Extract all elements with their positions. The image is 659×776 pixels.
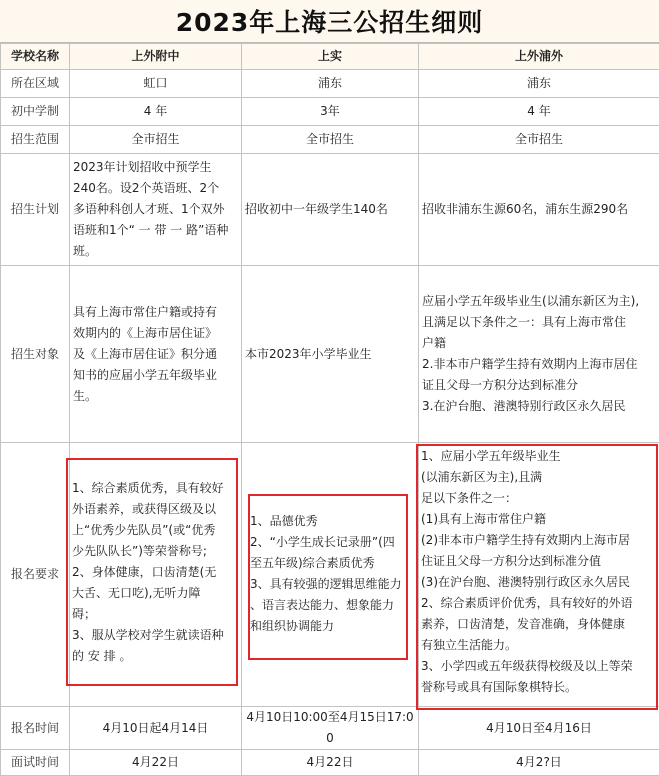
text-line: (以浦东新区为主),且满 — [421, 467, 655, 488]
text-line: (2)非本市户籍学生持有效期内上海市居 — [421, 530, 655, 551]
table-cell: 全市招生 — [70, 126, 242, 154]
text-line: 应届小学五年级毕业生(以浦东新区为主), — [422, 291, 656, 312]
row-plan — [1, 154, 659, 266]
text-line: 上“优秀少先队员”(或“优秀 — [72, 520, 236, 541]
text-line: 大舌、无口吃),无听力障 — [72, 583, 236, 604]
row-label: 报名要求 — [1, 443, 70, 707]
text-line: 住证且父母一方积分达到标准分值 — [421, 551, 655, 572]
text-line: 2、身体健康，口齿清楚(无 — [72, 562, 236, 583]
text-line: 具有上海市常住户籍或持有 — [73, 302, 238, 323]
text-line: 语班和1个“ 一 带 一 路”语种 — [73, 220, 238, 241]
text-line: 且满足以下条件之一：具有上海市常住 — [422, 312, 656, 333]
table-cell: 4 年 — [419, 98, 659, 126]
text-line: 2、“小学生成长记录册”(四 — [250, 532, 406, 553]
text-line: 生。 — [73, 386, 238, 407]
text-line: 的 安 排 。 — [72, 646, 236, 667]
text-line: 和组织协调能力 — [250, 616, 406, 637]
text-line: 素养，口齿清楚，发音准确，身体健康 — [421, 614, 655, 635]
row-label: 招生计划 — [1, 154, 70, 266]
table-cell — [242, 154, 419, 266]
text-line: 3、具有较强的逻辑思维能力 — [250, 574, 406, 595]
table-cell: 4月22日 — [70, 750, 242, 776]
text-line: 240名。设2个英语班、2个 — [73, 178, 238, 199]
table-cell: 4月10日至4月16日 — [419, 707, 659, 750]
text-line: 、语言表达能力、想象能力 — [250, 595, 406, 616]
text-line: (1)具有上海市常住户籍 — [421, 509, 655, 530]
table-cell: 虹口 — [70, 70, 242, 98]
page-title: 2023年上海三公招生细则 — [0, 0, 659, 43]
row-label: 招生范围 — [1, 126, 70, 154]
text-line: 3、服从学校对学生就读语种 — [72, 625, 236, 646]
table-cell — [419, 154, 659, 266]
requirements-text-school-1 — [72, 478, 236, 667]
text-line: 班。 — [73, 241, 238, 262]
text-line: 本市2023年小学毕业生 — [245, 344, 415, 365]
text-line: (3)在沪台胞、港澳特别行政区永久居民 — [421, 572, 655, 593]
table-cell — [70, 154, 242, 266]
text-line: 誉称号或具有国际象棋特长。 — [421, 677, 655, 698]
text-line: 1、综合素质优秀，具有较好 — [72, 478, 236, 499]
header-corner: 学校名称 — [1, 44, 70, 70]
table-cell: 4月10日10:00至4月15日17:00 — [242, 707, 419, 750]
text-line: 有独立生活能力。 — [421, 635, 655, 656]
row-label: 初中学制 — [1, 98, 70, 126]
row-label: 招生对象 — [1, 266, 70, 443]
table-cell: 浦东 — [419, 70, 659, 98]
text-line: 3、小学四或五年级获得校级及以上等荣 — [421, 656, 655, 677]
header-school-3: 上外浦外 — [419, 44, 659, 70]
table-cell: 4月10日起4月14日 — [70, 707, 242, 750]
text-line: 碍； — [72, 604, 236, 625]
table-cell: 4 年 — [70, 98, 242, 126]
header-school-2: 上实 — [242, 44, 419, 70]
text-line: 足以下条件之一： — [421, 488, 655, 509]
table-cell: 4月2?日 — [419, 750, 659, 776]
text-line: 2.非本市户籍学生持有效期内上海市居住 — [422, 354, 656, 375]
row-label: 面试时间 — [1, 750, 70, 776]
table-cell — [242, 266, 419, 443]
row-label: 所在区域 — [1, 70, 70, 98]
text-line: 招收非浦东生源60名，浦东生源290名 — [422, 199, 656, 220]
text-line: 1、应届小学五年级毕业生 — [421, 446, 655, 467]
table-cell — [419, 266, 659, 443]
table-cell: 全市招生 — [242, 126, 419, 154]
table-cell — [70, 266, 242, 443]
table-cell: 4月22日 — [242, 750, 419, 776]
header-school-1: 上外附中 — [70, 44, 242, 70]
table-cell: 浦东 — [242, 70, 419, 98]
header-row — [1, 44, 659, 70]
text-line: 及《上海市居住证》积分通 — [73, 344, 238, 365]
row-interview — [1, 750, 659, 776]
row-duration — [1, 98, 659, 126]
text-line: 外语素养，或获得区级及以 — [72, 499, 236, 520]
text-line: 少先队队长”)等荣誉称号; — [72, 541, 236, 562]
text-line: 1、品德优秀 — [250, 511, 406, 532]
row-label: 报名时间 — [1, 707, 70, 750]
row-signup — [1, 707, 659, 750]
requirements-text-school-3 — [421, 446, 655, 698]
row-target — [1, 266, 659, 443]
row-district — [1, 70, 659, 98]
text-line: 招收初中一年级学生140名 — [245, 199, 415, 220]
text-line: 效期内的《上海市居住证》 — [73, 323, 238, 344]
text-line: 知书的应届小学五年级毕业 — [73, 365, 238, 386]
table-cell: 3年 — [242, 98, 419, 126]
text-line: 户籍 — [422, 333, 656, 354]
text-line: 3.在沪台胞、港澳特别行政区永久居民 — [422, 396, 656, 417]
table-cell: 全市招生 — [419, 126, 659, 154]
text-line: 多语种科创人才班、1个双外 — [73, 199, 238, 220]
text-line: 2023年计划招收中预学生 — [73, 157, 238, 178]
text-line: 2、综合素质评价优秀，具有较好的外语 — [421, 593, 655, 614]
row-scope — [1, 126, 659, 154]
text-line: 证且父母一方积分达到标准分 — [422, 375, 656, 396]
text-line: 至五年级)综合素质优秀 — [250, 553, 406, 574]
requirements-text-school-2 — [250, 511, 406, 637]
